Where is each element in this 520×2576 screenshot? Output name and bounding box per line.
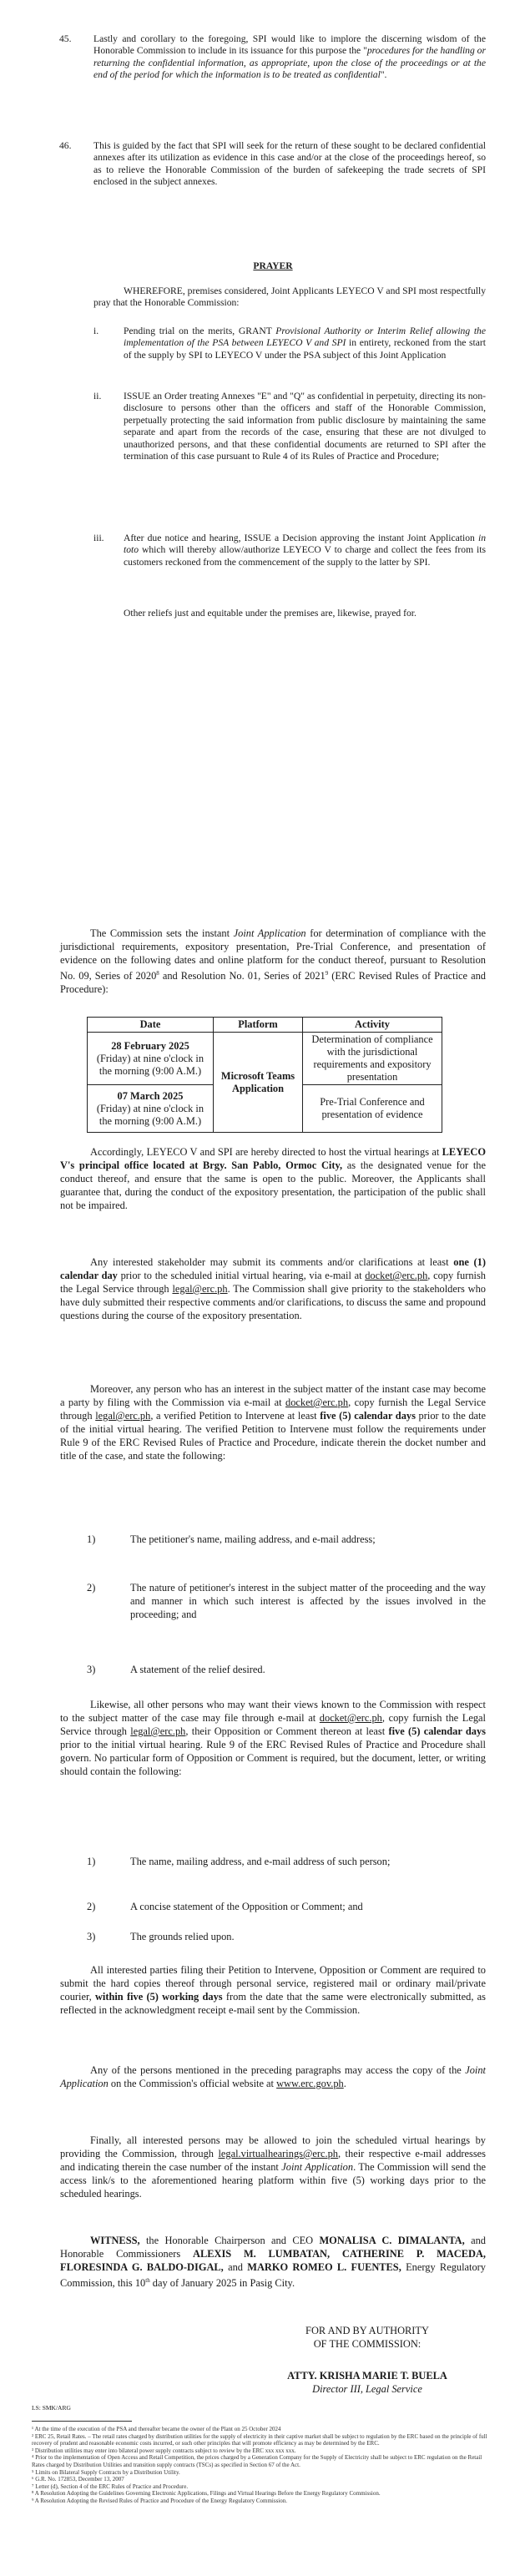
legal-email-link[interactable]: legal@erc.ph bbox=[130, 1725, 186, 1737]
footnote: ⁶ G.R. No. 172853, December 13, 2007 bbox=[32, 2476, 124, 2483]
witness-text: Energy Regulatory Commission, this 10 bbox=[60, 2261, 486, 2290]
intervene-item-3 bbox=[87, 1663, 486, 1676]
signature-block bbox=[250, 2324, 484, 2396]
intervene-item-1 bbox=[87, 1533, 486, 1546]
table-header: Activity bbox=[303, 1018, 442, 1033]
venue-bold: LEYECO V's principal office located at Brgy. San Pablo, Ormoc City, bbox=[60, 1146, 486, 1171]
prayer-intro bbox=[93, 285, 486, 310]
footnote: ⁷ Letter (d), Section 4 of the ERC Rules of Practice and Procedure. bbox=[32, 2483, 189, 2490]
witness-text: day of January 2025 in Pasig City. bbox=[149, 2277, 295, 2290]
footnote: ⁸ A Resolution Adopting the Guidelines Governing Electronic Applications, Filings and Virtual Hearings Before the Energy Regulatory Commission. bbox=[32, 2490, 381, 2498]
stakeholder-text: , copy furnish the Legal Service through bbox=[60, 1270, 486, 1295]
list-item-text: The petitioner's name, mailing address, and e-mail address; bbox=[130, 1533, 376, 1545]
opposition-text: Likewise, all other persons who may want their views known to the Commission with respect to the subject matter of the case may file through e-mail at bbox=[60, 1699, 486, 1724]
list-item-text: The nature of petitioner's interest in the subject matter of the proceeding and the way and manner in which such interest is affected by the issues involved in the proceeding; and bbox=[130, 1582, 486, 1620]
authority-line: FOR AND BY AUTHORITY bbox=[305, 2325, 429, 2336]
venue-text: Accordingly, LEYECO V and SPI are hereby directed to host the virtual hearings at bbox=[90, 1146, 442, 1158]
prayer-intro-text: WHEREFORE, premises considered, Joint Applicants LEYECO V and SPI most respectfully pray that the Honorable Commission: bbox=[93, 285, 486, 309]
intervene-text: , copy furnish the Legal Service through bbox=[60, 1397, 486, 1422]
hearing-date: 28 February 2025 bbox=[111, 1039, 189, 1052]
hardcopies-text: All interested parties filing their Petition to Intervene, Opposition or Comment are required to submit the hard copies thereof through personal service, registered mail or ordinary mail/private courier, bbox=[60, 1964, 486, 2003]
virtual-hearings-email-link[interactable]: legal.virtualhearings@erc.ph bbox=[218, 2148, 338, 2159]
access-text: . bbox=[343, 2078, 346, 2089]
prayer-other-text: Other reliefs just and equitable under the premises are, likewise, prayed for. bbox=[124, 608, 417, 619]
footnote: ¹ At the time of the execution of the PSA and thereafter became the owner of the Plant on 25 October 2024 bbox=[32, 2426, 281, 2432]
access-text: Any of the persons mentioned in the preceding paragraphs may access the copy of the bbox=[90, 2064, 466, 2076]
table-header: Date bbox=[88, 1018, 214, 1033]
witness-bold: WITNESS, bbox=[90, 2235, 140, 2246]
witness-text: and Honorable Commissioners bbox=[60, 2235, 486, 2260]
intervene-text: prior to the date of the initial virtual hearing. The verified Petition to Intervene must follow the requirements under Rule 9 of the ERC Revised Rules of Practice and Procedure, indicate therein the docket number and title of the case, and state the following: bbox=[60, 1410, 486, 1462]
list-item-text: The name, mailing address, and e-mail address of such person; bbox=[130, 1856, 391, 1867]
access-paragraph bbox=[60, 2063, 486, 2090]
footnote: ³ Distribution utilities may enter into bilateral power supply contracts subject to review by the ERC xxx xxx xxx. bbox=[32, 2447, 296, 2454]
setting-text: for determination of compliance with the jurisdictional requirements, expository presentation, Pre-Trial Conference, and presentation of evidence on the following dates and online platform for the conduct thereof, pursuant to Resolution No. 09, Series of 2020 bbox=[60, 927, 487, 982]
setting-paragraph bbox=[60, 927, 486, 996]
finally-text: . The Commission will send the access link/s to the aforementioned hearing platform within five (5) working days prior to the scheduled hearings. bbox=[60, 2161, 487, 2200]
table-cell-activity: Pre-Trial Conference and presentation of evidence bbox=[303, 1085, 442, 1133]
signatory-name: ATTY. KRISHA MARIE T. BUELA bbox=[287, 2370, 447, 2382]
reference-initials: LS: SMK/ARG bbox=[32, 2404, 71, 2412]
opposition-text: , their Opposition or Comment thereon at least bbox=[185, 1725, 389, 1737]
paragraph-45 bbox=[60, 33, 486, 82]
table-cell-date bbox=[88, 1033, 214, 1085]
docket-email-link[interactable]: docket@erc.ph bbox=[365, 1270, 428, 1281]
hardcopies-text: from the date that the same were electronically submitted, as reflected in the acknowledgment receipt e-mail sent by the Commission. bbox=[60, 1991, 486, 2016]
docket-email-link[interactable]: docket@erc.ph bbox=[285, 1397, 349, 1408]
authority-line: OF THE COMMISSION: bbox=[313, 2338, 422, 2350]
venue-text: as the designated venue for the conduct thereof, and ensure that the same is open to the public. Moreover, the Applicants shall guarantee that, during the conduct of the expository presentation, the participation of the public shall not be impaired. bbox=[60, 1159, 486, 1211]
prayer-item-text: After due notice and hearing, ISSUE a Decision approving the instant Joint Application bbox=[124, 533, 478, 543]
docket-email-link[interactable]: docket@erc.ph bbox=[319, 1712, 382, 1724]
table-cell-activity: Determination of compliance with the jurisdictional requirements and expository presentation bbox=[303, 1033, 442, 1085]
list-item-number: 2) bbox=[87, 1901, 96, 1912]
intervene-text: Moreover, any person who has an interest in the subject matter of the instant case may become a party by filing with the Commission via e-mail at bbox=[60, 1383, 486, 1408]
access-text: on the Commission's official website at bbox=[108, 2078, 277, 2089]
intervene-paragraph bbox=[60, 1382, 486, 1462]
legal-email-link[interactable]: legal@erc.ph bbox=[172, 1283, 228, 1295]
intervene-bold: five (5) calendar days bbox=[320, 1410, 416, 1422]
opposition-text: prior to the initial virtual hearing. Rule 9 of the ERC Revised Rules of Practice and Procedure shall govern. No particular form of Opposition or Comment is required, but the document, letter, or writing should contain the following: bbox=[60, 1739, 486, 1777]
footnote-divider bbox=[32, 2421, 132, 2422]
opposition-item-3 bbox=[87, 1930, 486, 1943]
opposition-bold: five (5) calendar days bbox=[388, 1725, 487, 1737]
list-item-text: A statement of the relief desired. bbox=[130, 1664, 265, 1675]
prayer-item-italic: in toto bbox=[124, 533, 486, 556]
prayer-item-text: which will thereby allow/authorize LEYECO V to charge and collect the fees from its customers reckoned from the commencement of the supply to the latter by SPI. bbox=[124, 544, 486, 568]
hardcopies-bold: within five (5) working days bbox=[94, 1991, 223, 2003]
prayer-item-italic: Provisional Authority or Interim Relief allowing the implementation of the PSA between LEYECO V and SPI bbox=[124, 326, 487, 349]
stakeholder-text: prior to the scheduled initial virtual hearing, via e-mail at bbox=[117, 1270, 366, 1281]
list-item-number: 3) bbox=[87, 1931, 96, 1942]
hardcopies-paragraph bbox=[60, 1963, 486, 2017]
footnote: ⁴ Prior to the implementation of Open Access and Retail Competition, the prices charged by a Generation Company for the Supply of Electricity shall be subject to ERC regulation on the Retail Rates charged by Distribution Utilities and transition supply contracts (TSCs) as specified in Section 67 of the Act. bbox=[32, 2454, 482, 2468]
opposition-paragraph bbox=[60, 1698, 486, 1778]
paragraph-text: This is guided by the fact that SPI will seek for the return of these sought to be declared confidential annexes after its utilization as evidence in this case and/or at the close of the proceedings hereof, so as to relieve the Honorable Commission of the burden of safekeeping the trade secrets of SPI enclosed in the subject annexes. bbox=[93, 140, 486, 188]
witness-bold: MARKO ROMEO L. FUENTES, bbox=[247, 2261, 401, 2273]
hearing-schedule-table bbox=[87, 1017, 442, 1133]
prayer-item-number: ii. bbox=[93, 391, 102, 402]
setting-italic: Joint Application bbox=[233, 927, 306, 939]
list-item-number: 1) bbox=[87, 1856, 96, 1867]
ordinal-suffix: th bbox=[145, 2277, 150, 2284]
prayer-other-reliefs bbox=[93, 608, 486, 619]
finally-italic: Joint Application bbox=[281, 2161, 354, 2173]
prayer-heading: PRAYER bbox=[253, 260, 293, 271]
footnote: ² ERC 25, Retail Rates. – The retail rates charged by distribution utilities for the supply of electricity in their captive market shall be subject to regulation by the ERC based on the principle of full recovery of prudent and reasonable economic costs incurred, or such other principles that will promote efficiency as may be determined by the ERC. bbox=[32, 2432, 487, 2447]
witness-paragraph bbox=[60, 2234, 486, 2290]
stakeholder-text: . The Commission shall give priority to the stakeholders who have duly submitted their respective comments and/or clarifications, to discuss the same and propound questions during the course of the expository presentation. bbox=[60, 1283, 487, 1321]
opposition-text: , copy furnish the Legal Service through bbox=[60, 1712, 486, 1737]
stakeholder-text: Any interested stakeholder may submit its comments and/or clarifications at least bbox=[90, 1256, 454, 1268]
prayer-item-number: i. bbox=[93, 326, 99, 336]
prayer-item-1 bbox=[93, 326, 486, 361]
hearing-date: 07 March 2025 bbox=[117, 1089, 184, 1102]
footnote-ref: 8 bbox=[156, 970, 159, 977]
list-item-text: The grounds relied upon. bbox=[130, 1931, 235, 1942]
intervene-text: , a verified Petition to Intervene at least bbox=[150, 1410, 321, 1422]
stakeholder-bold: one (1) calendar day bbox=[60, 1256, 487, 1281]
witness-bold: ALEXIS M. LUMBATAN, CATHERINE P. MACEDA, FLORESINDA G. BALDO-DIGAL, bbox=[60, 2248, 486, 2273]
witness-text: the Honorable Chairperson and CEO bbox=[139, 2235, 320, 2246]
prayer-item-text: ISSUE an Order treating Annexes "E" and "Q" as confidential in perpetuity, directing its non-disclosure to persons other than the officers and staff of the Honorable Commission, perpetually protecting the said information from public disclosure by maintaining the same separate and apart from the records of the case, ensuring that these are not divulged to unauthorized persons, and that these confidential documents are returned to SPI after the termination of this case pursuant to Rule 4 of its Rules of Practice and Procedure; bbox=[124, 391, 486, 462]
signatory-title: Director III, Legal Service bbox=[312, 2383, 422, 2395]
table-cell-date bbox=[88, 1085, 214, 1133]
setting-text: (ERC Revised Rules of Practice and Procedure): bbox=[60, 970, 486, 996]
table-row bbox=[88, 1033, 442, 1085]
paragraph-text: ". bbox=[380, 69, 387, 81]
opposition-item-2 bbox=[87, 1900, 486, 1913]
prayer-item-text: in entirety, reckoned from the start of the supply by SPI to LEYECO V under the PSA subject of this Joint Application bbox=[124, 337, 486, 361]
prayer-item-text: Pending trial on the merits, GRANT bbox=[124, 326, 276, 336]
setting-text: The Commission sets the instant bbox=[90, 927, 234, 939]
finally-text: , their respective e-mail addresses and indicating therein the case number of the instant bbox=[60, 2148, 486, 2173]
stakeholder-paragraph bbox=[60, 1255, 486, 1322]
paragraph-46 bbox=[60, 140, 486, 189]
footnote: ⁵ Limits on Bilateral Supply Contracts by a Distribution Utility. bbox=[32, 2468, 180, 2476]
opposition-item-1 bbox=[87, 1855, 486, 1868]
prayer-item-2 bbox=[93, 391, 486, 462]
access-italic: Joint Application bbox=[60, 2064, 486, 2089]
list-item-number: 2) bbox=[87, 1582, 96, 1594]
intervene-item-2 bbox=[87, 1581, 486, 1621]
setting-text: and Resolution No. 01, Series of 2021 bbox=[159, 970, 326, 982]
hearing-time: (Friday) at nine o'clock in the morning (9:00 A.M.) bbox=[96, 1052, 204, 1077]
footnote-ref: 9 bbox=[325, 970, 329, 977]
footnotes bbox=[32, 2426, 489, 2505]
prayer-item-number: iii. bbox=[93, 533, 104, 543]
table-header: Platform bbox=[214, 1018, 303, 1033]
table-cell-platform: Microsoft Teams Application bbox=[214, 1033, 303, 1133]
paragraph-number: 45. bbox=[59, 33, 72, 44]
list-item-text: A concise statement of the Opposition or Comment; and bbox=[130, 1901, 363, 1912]
legal-email-link[interactable]: legal@erc.ph bbox=[95, 1410, 151, 1422]
list-item-number: 3) bbox=[87, 1664, 96, 1675]
paragraph-number: 46. bbox=[59, 140, 72, 151]
list-item-number: 1) bbox=[87, 1533, 96, 1545]
finally-text: Finally, all interested persons may be allowed to join the scheduled virtual hearings by providing the Commission, through bbox=[60, 2134, 486, 2159]
erc-website-link[interactable]: www.erc.gov.ph bbox=[276, 2078, 344, 2089]
prayer-item-3 bbox=[93, 533, 486, 568]
venue-paragraph bbox=[60, 1145, 486, 1212]
witness-text: and bbox=[223, 2261, 248, 2273]
hearing-time: (Friday) at nine o'clock in the morning (9:00 A.M.) bbox=[96, 1102, 204, 1127]
paragraph-italic-text: procedures for the handling or returning the confidential information, as appropriate, upon the close of the proceedings or at the end of the period for which the information is to be treated as confidential bbox=[93, 45, 486, 81]
paragraph-text: Lastly and corollary to the foregoing, SPI would like to implore the discerning wisdom of the Honorable Commission to include in its issuance for this purpose the " bbox=[93, 33, 486, 57]
finally-paragraph bbox=[60, 2134, 486, 2200]
witness-bold: MONALISA C. DIMALANTA, bbox=[319, 2235, 465, 2246]
table-header-row bbox=[88, 1018, 442, 1033]
footnote: ⁹ A Resolution Adopting the Revised Rules of Practice and Procedure of the Energy Regulatory Commission. bbox=[32, 2497, 287, 2504]
